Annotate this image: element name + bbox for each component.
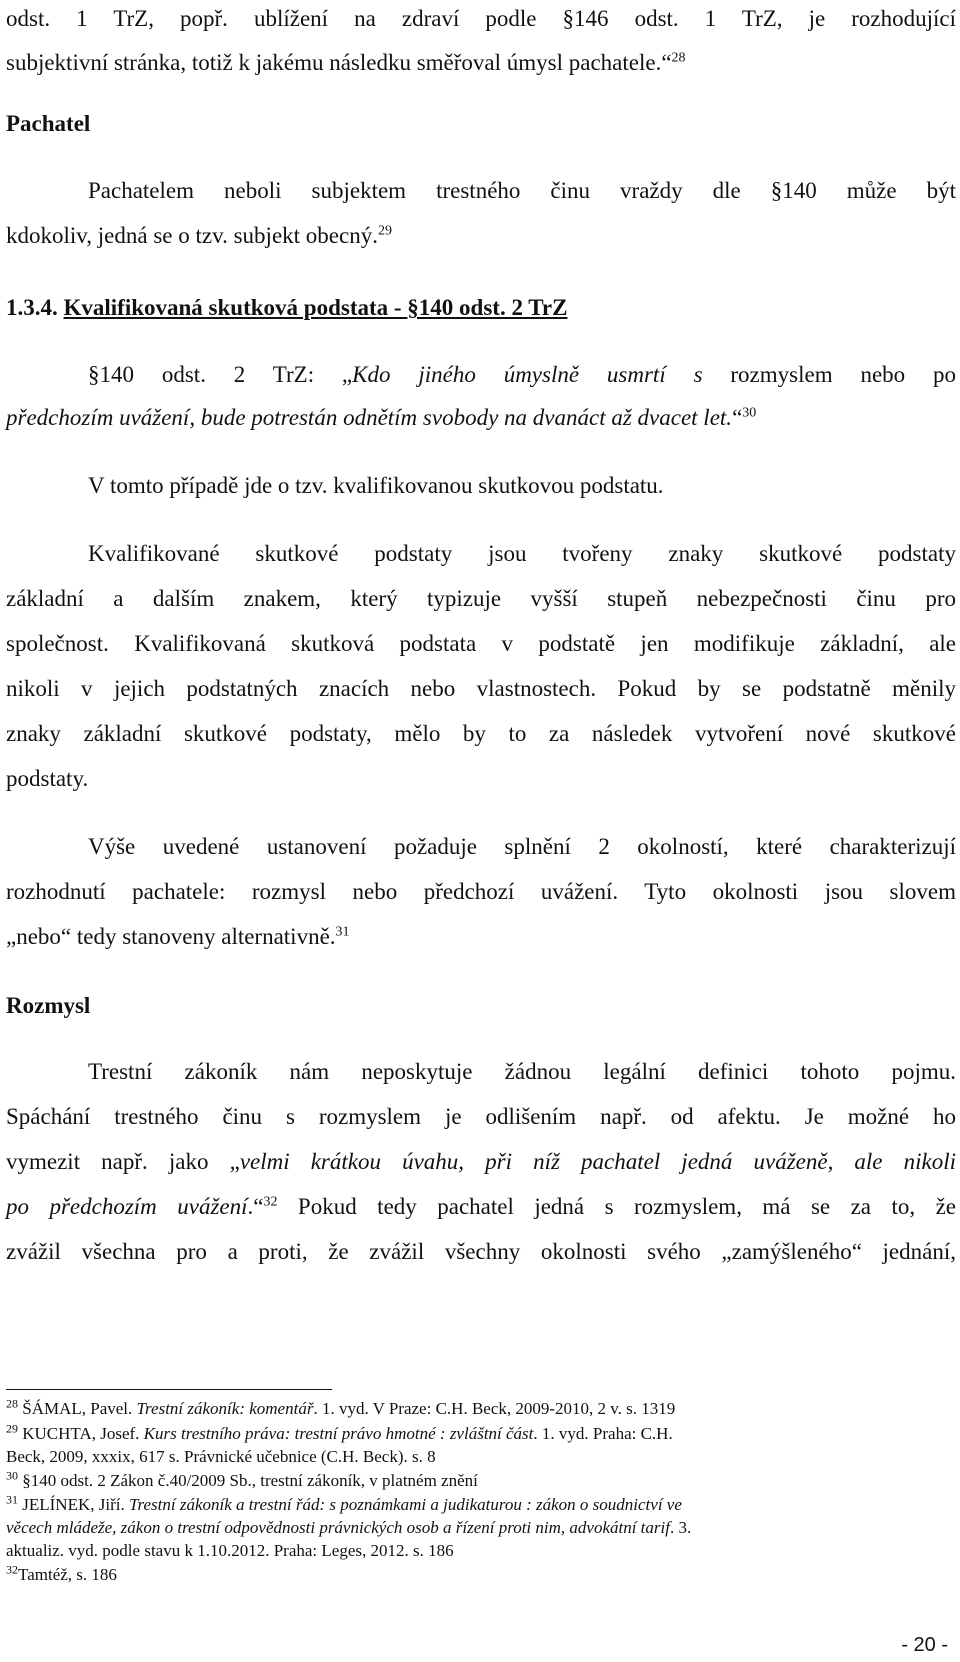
body-line: zvážil všechna pro a proti, že zvážil všechny okolnosti svého „zamýšleného“ jednání,: [6, 1239, 956, 1264]
page-number: - 20 -: [901, 1634, 948, 1656]
body-line: nikoli v jejich podstatných znacích nebo vlastnostech. Pokud by se podstatně měnily: [6, 676, 956, 701]
body-line: kdokoliv, jedná se o tzv. subjekt obecný.$^{29}$: [6, 223, 392, 248]
footnote-32: $^{32}$Tamtéž, s. 186: [6, 1562, 117, 1584]
body-line: rozhodnutí pachatele: rozmysl nebo předchozí uvážení. Tyto okolnosti jsou slovem: [6, 879, 956, 904]
body-line: společnost. Kvalifikovaná skutková podstata v podstatě jen modifikuje základní, ale: [6, 631, 956, 656]
heading-rozmysl: Rozmysl: [6, 993, 91, 1018]
footnote-ref[interactable]: 29: [377, 223, 392, 239]
body-line: vymezit např. jako „velmi krátkou úvahu, při níž pachatel jedná uváženě, ale nikoli: [6, 1149, 956, 1174]
footnote-30: $^{30}$ §140 odst. 2 Zákon č.40/2009 Sb., trestní zákoník, v platném znění: [6, 1468, 478, 1490]
footnote-29: $^{29}$ KUCHTA, Josef. Kurs trestního práva: trestní právo hmotné : zvláštní část. 1. vyd. Praha: C.H.: [6, 1421, 673, 1443]
footnote-31-cont: věcech mládeže, zákon o trestní odpovědnosti právnických osob a řízení proti nim, advokátní tarif. 3.: [6, 1518, 692, 1537]
body-line: předchozím uvážení, bude potrestán odnětím svobody na dvanáct až dvacet let.“$^{30}$: [6, 405, 757, 430]
footnote-31-cont: aktualiz. vyd. podle stavu k 1.10.2012. Praha: Leges, 2012. s. 186: [6, 1541, 454, 1560]
footnote-separator: [6, 1389, 332, 1390]
footnote-ref[interactable]: 32: [263, 1194, 278, 1210]
body-line: odst. 1 TrZ, popř. ublížení na zdraví podle §146 odst. 1 TrZ, je rozhodující: [6, 6, 956, 31]
heading-pachatel: Pachatel: [6, 111, 91, 136]
body-line: Trestní zákoník nám neposkytuje žádnou legální definici tohoto pojmu.: [88, 1059, 956, 1084]
footnote-ref[interactable]: 28: [671, 50, 686, 66]
body-line: §140 odst. 2 TrZ: „Kdo jiného úmyslně usmrtí s rozmyslem nebo po: [88, 362, 957, 387]
section-heading: 1.3.4. Kvalifikovaná skutková podstata - §140 odst. 2 TrZ: [6, 295, 568, 320]
footnote-28: $^{28}$ ŠÁMAL, Pavel. Trestní zákoník: komentář. 1. vyd. V Praze: C.H. Beck, 2009-2010, 2 v. s. 1319: [6, 1396, 676, 1418]
body-line: po předchozím uvážení.“$^{32}$ Pokud tedy pachatel jedná s rozmyslem, má se za to, že: [6, 1194, 956, 1219]
body-line: V tomto případě jde o tzv. kvalifikovanou skutkovou podstatu.: [88, 473, 664, 498]
body-line: Kvalifikované skutkové podstaty jsou tvořeny znaky skutkové podstaty: [88, 541, 956, 566]
body-line: Výše uvedené ustanovení požaduje splnění 2 okolností, které charakterizují: [88, 834, 956, 859]
body-line: „nebo“ tedy stanoveny alternativně.$^{31}$: [6, 924, 350, 949]
body-line: základní a dalším znakem, který typizuje vyšší stupeň nebezpečnosti činu pro: [6, 586, 956, 611]
body-line: Spáchání trestného činu s rozmyslem je odlišením např. od afektu. Je možné ho: [6, 1104, 956, 1129]
footnote-31: $^{31}$ JELÍNEK, Jiří. Trestní zákoník a trestní řád: s poznámkami a judikaturou : zákon o soudnictví ve: [6, 1492, 682, 1514]
body-line: znaky základní skutkové podstaty, mělo by to za následek vytvoření nové skutkové: [6, 721, 956, 746]
body-line: subjektivní stránka, totiž k jakému následku směřoval úmysl pachatele.“$^{28}$: [6, 50, 686, 75]
footnote-ref[interactable]: 31: [335, 924, 350, 940]
body-line: podstaty.: [6, 766, 89, 791]
body-line: Pachatelem neboli subjektem trestného činu vraždy dle §140 může být: [88, 178, 956, 203]
footnote-ref[interactable]: 30: [742, 405, 757, 421]
footnote-29-cont: Beck, 2009, xxxix, 617 s. Právnické učebnice (C.H. Beck). s. 8: [6, 1447, 436, 1466]
